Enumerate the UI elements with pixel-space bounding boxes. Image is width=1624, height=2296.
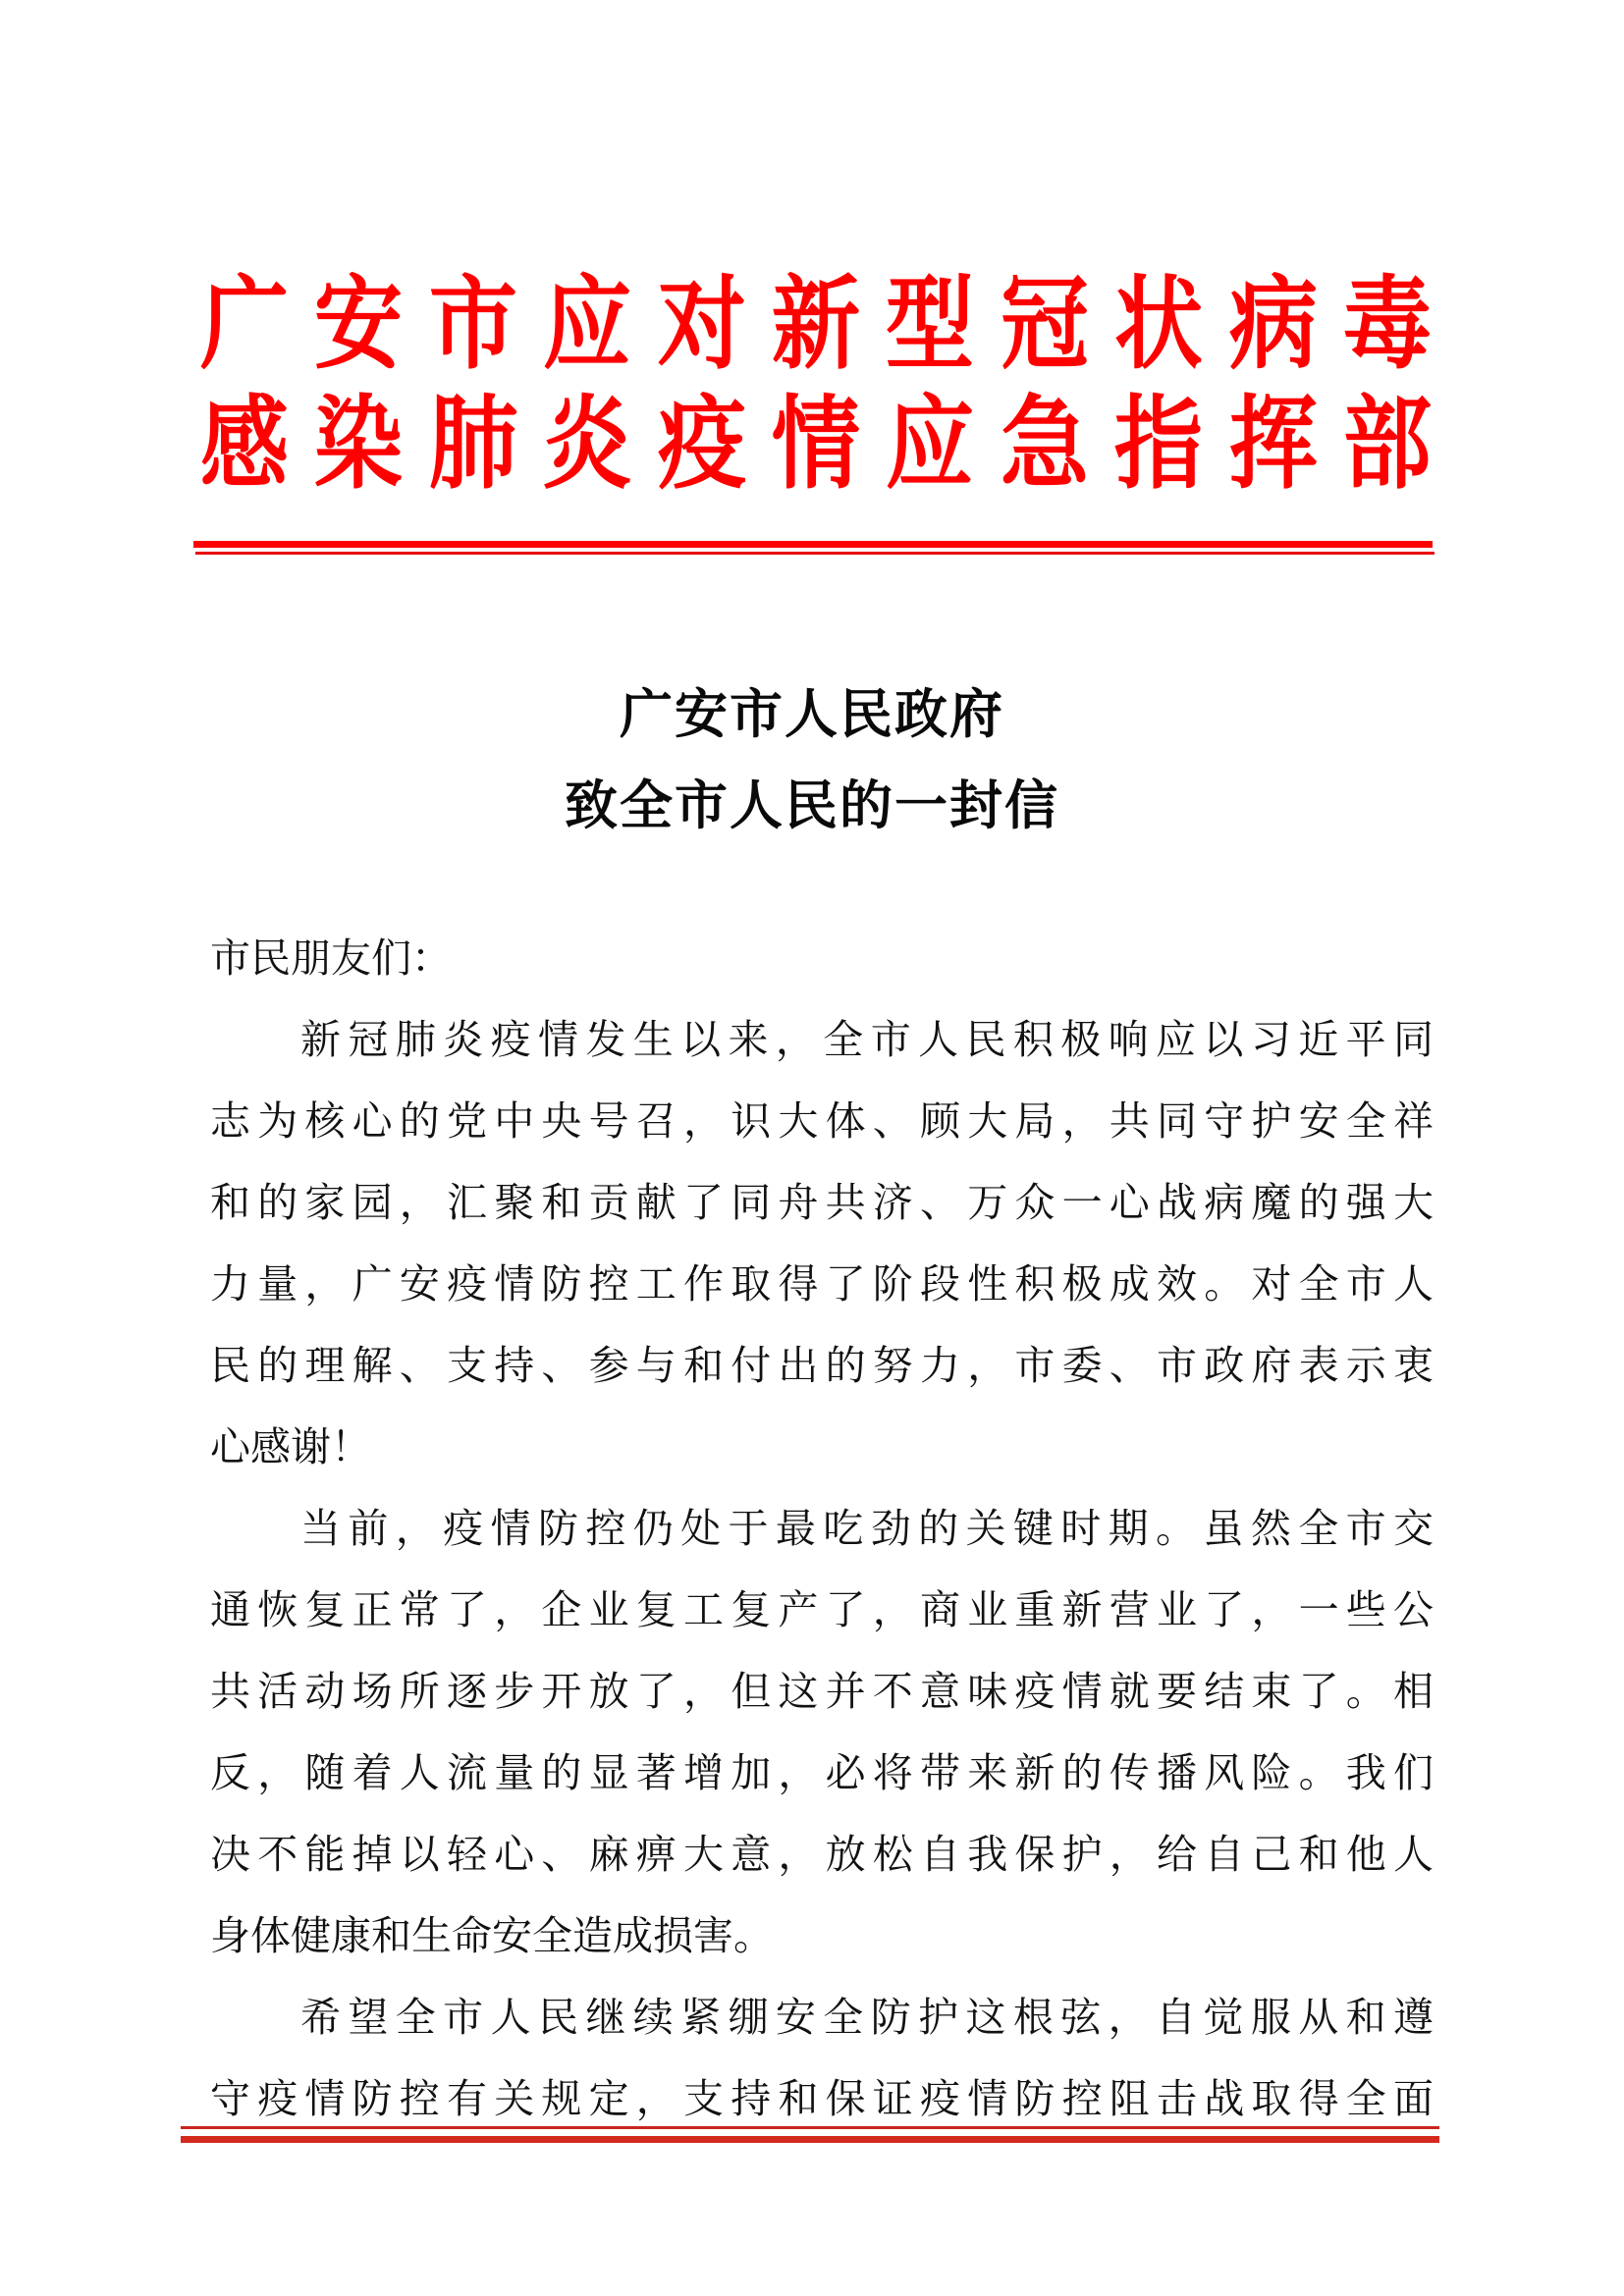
paragraph-2-line: 身体健康和生命安全造成损害。 <box>210 1912 774 1959</box>
paragraph-1-line: 新冠肺炎疫情发生以来，全市人民积极响应以习近平同 <box>300 1016 1434 1063</box>
footer-rule-thin <box>181 2126 1439 2129</box>
masthead-char: 挥 <box>1228 386 1318 504</box>
masthead-char: 炎 <box>543 386 632 504</box>
masthead-char: 安 <box>314 266 404 384</box>
paragraph-3-line: 希望全市人民继续紧绷安全防护这根弦，自觉服从和遵 <box>300 1994 1434 2041</box>
paragraph-2-line: 决不能掉以轻心、麻痹大意，放松自我保护，给自己和他人 <box>210 1831 1434 1878</box>
paragraph-2-line: 当前，疫情防控仍处于最吃劲的关键时期。虽然全市交 <box>300 1505 1434 1552</box>
paragraph-1-line: 民的理解、支持、参与和付出的努力，市委、市政府表示衷 <box>210 1342 1434 1389</box>
masthead-char: 病 <box>1228 266 1318 384</box>
masthead-char: 部 <box>1342 386 1432 504</box>
masthead-char: 对 <box>657 266 746 384</box>
paragraph-1-line: 力量，广安疫情防控工作取得了阶段性积极成效。对全市人 <box>210 1260 1434 1308</box>
masthead-char: 广 <box>199 266 290 384</box>
masthead-char: 应 <box>886 386 975 504</box>
salutation: 市民朋友们： <box>210 934 452 982</box>
header-rule-thin <box>195 552 1435 555</box>
masthead-char: 应 <box>543 266 632 384</box>
masthead-char: 疫 <box>657 386 746 504</box>
masthead-char: 急 <box>1000 386 1089 504</box>
masthead <box>196 265 1434 505</box>
masthead-char: 型 <box>886 266 975 384</box>
paragraph-1-line: 志为核心的党中央号召，识大体、顾大局，共同守护安全祥 <box>210 1097 1434 1145</box>
masthead-char: 情 <box>771 386 860 504</box>
paragraph-1-line: 心感谢！ <box>210 1423 371 1470</box>
masthead-line-2 <box>196 385 1434 505</box>
footer-rule-thick <box>181 2136 1439 2143</box>
masthead-char: 肺 <box>428 386 517 504</box>
masthead-char: 冠 <box>1000 266 1089 384</box>
masthead-char: 染 <box>314 386 404 504</box>
paragraph-2-line: 共活动场所逐步开放了，但这并不意味疫情就要结束了。相 <box>210 1668 1434 1715</box>
masthead-char: 指 <box>1113 386 1204 504</box>
masthead-char: 毒 <box>1342 266 1432 384</box>
header-rule-thick <box>193 541 1433 548</box>
document-title-line-2: 致全市人民的一封信 <box>565 774 1059 836</box>
letter-body <box>210 918 1434 2140</box>
masthead-char: 新 <box>771 266 860 384</box>
paragraph-2-line: 通恢复正常了，企业复工复产了，商业重新营业了，一些公 <box>210 1586 1434 1633</box>
masthead-char: 状 <box>1113 266 1204 384</box>
paragraph-3-line: 守疫情防控有关规定，支持和保证疫情防控阻击战取得全面 <box>210 2075 1434 2122</box>
masthead-line-1 <box>196 265 1434 385</box>
paragraph-2-line: 反，随着人流量的显著增加，必将带来新的传播风险。我们 <box>210 1749 1434 1796</box>
masthead-char: 感 <box>199 386 290 504</box>
paragraph-1-line: 和的家园，汇聚和贡献了同舟共济、万众一心战病魔的强大 <box>210 1179 1434 1226</box>
masthead-char: 市 <box>428 266 517 384</box>
document-title-line-1: 广安市人民政府 <box>620 682 1004 745</box>
